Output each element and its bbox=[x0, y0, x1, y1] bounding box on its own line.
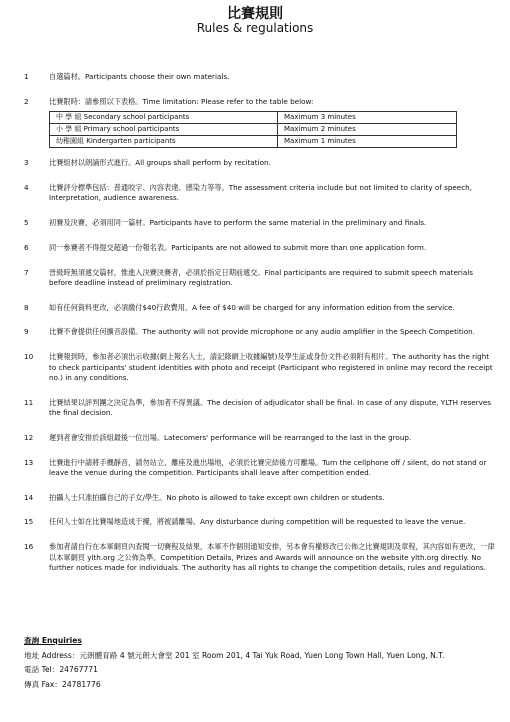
table-row bbox=[50, 112, 457, 124]
rule-body bbox=[49, 97, 498, 148]
rule-number: 4 bbox=[24, 182, 29, 192]
rule-item-9 bbox=[24, 327, 498, 337]
page-title-zh: 比賽規則 bbox=[227, 6, 283, 22]
rule-number: 2 bbox=[24, 96, 29, 106]
page-title-en: Rules & regulations bbox=[196, 21, 314, 35]
rule-text: 比賽報到時，參加者必須出示收據(網上報名人士，請記錄網上收據編號)及學生証或身份文件必須附有相片。The authority has the right to check participants' student identities with photo and receipt (Participant who registered in online may record the receipt no.) in any conditions. bbox=[49, 352, 493, 382]
rule-item-7 bbox=[24, 268, 498, 289]
enquiries-fax: 傳真 Fax：24781776 bbox=[24, 679, 101, 689]
rule-item-10 bbox=[24, 352, 498, 383]
rule-item-3 bbox=[24, 158, 498, 168]
rule-number: 11 bbox=[24, 397, 34, 407]
rule-text: 如有任何資料更改，必須繳付$40行政費用。A fee of $40 will be charged for any information edition from the service. bbox=[49, 302, 455, 312]
rules-list bbox=[24, 72, 498, 588]
enquiries-tel: 電話 Tel：24767771 bbox=[24, 665, 98, 674]
rule-item-4 bbox=[24, 183, 498, 204]
rule-item-16 bbox=[24, 542, 498, 573]
rule-number: 16 bbox=[24, 542, 34, 552]
rule-number: 7 bbox=[24, 267, 29, 277]
rule-item-1 bbox=[24, 72, 498, 82]
rule-number: 8 bbox=[24, 302, 29, 312]
rule-number: 10 bbox=[24, 352, 34, 362]
rule-text: 同一參賽者不得提交超過一份報名表。Participants are not allowed to submit more than one application form. bbox=[49, 242, 427, 252]
rule-item-5 bbox=[24, 218, 498, 228]
table-row bbox=[50, 136, 457, 148]
rule-number: 15 bbox=[24, 517, 34, 527]
enquiries-section bbox=[24, 634, 498, 692]
rule-text: 比賽結果以評判團之決定為準，參加者不得異議。The decision of adjudicator shall be final. In case of any dispute, YLTH reserves the final decision. bbox=[49, 397, 492, 417]
rule-number: 3 bbox=[24, 158, 29, 168]
table-row bbox=[50, 124, 457, 136]
table-cell-limit: Maximum 2 minutes bbox=[278, 124, 457, 136]
rule-text: 晉級時無須遞交篇材，惟進入決賽決賽者，必須於指定日期前遞交。Final participants are required to submit speech materials before deadline instead of preliminary registration. bbox=[49, 267, 473, 287]
rule-number: 5 bbox=[24, 217, 29, 227]
rule-item-6 bbox=[24, 243, 498, 253]
rule-text: 拍攝人士只准拍攝自己的子女/學生。No photo is allowed to take except own children or students. bbox=[49, 492, 385, 502]
table-cell-group: 中 學 組 Secondary school participants bbox=[50, 112, 278, 124]
rule-text: 自選篇材。Participants choose their own materials. bbox=[49, 72, 230, 81]
rule-number: 14 bbox=[24, 492, 34, 502]
rule-text: 遲到者會安排於該組最後一位出場。Latecomers' performance will be rearranged to the last in the group. bbox=[49, 432, 412, 442]
rule-number: 12 bbox=[24, 432, 34, 442]
rule-text: 任何人士如在比賽場地造成干擾，將被請離場。Any disturbance during competition will be requested to leave the venue. bbox=[49, 517, 466, 527]
rule-number: 13 bbox=[24, 457, 34, 467]
rule-text: 比賽評分標準包括：普通咬字、內容表達、感染力等等。The assessment criteria include but not limited to clarity of speech, Interpretation, audience awareness. bbox=[49, 182, 473, 203]
rule-item-8 bbox=[24, 303, 498, 313]
rule-item-13 bbox=[24, 458, 498, 479]
time-limit-table bbox=[49, 111, 457, 148]
rule-item-12 bbox=[24, 433, 498, 443]
rule-text: 初賽及決賽，必須用同一篇材。Participants have to perform the same material in the preliminary and finals. bbox=[49, 217, 427, 227]
rule-item-11 bbox=[24, 398, 498, 419]
enquiries-address: 地址 Address：元朗體育路 4 號元朗大會堂 201 室 Room 201, 4 Tai Yuk Road, Yuen Long Town Hall, Yuen Long, N.T. bbox=[24, 650, 445, 660]
rule-text: 比賽組材以朗誦形式進行。All groups shall perform by recitation. bbox=[49, 158, 271, 168]
rule-number: 1 bbox=[24, 72, 29, 81]
enquiries-title: 查詢 Enquiries bbox=[24, 636, 82, 645]
rule-item-14 bbox=[24, 493, 498, 503]
rule-number: 6 bbox=[24, 242, 29, 252]
rule-text: 比賽進行中請將手機靜音，請勿站立、離座及進出場地，必須於比賽完結後方可離場。Turn the cellphone off / silent, do not stand or leave the venue during the competition. Participants shall leave after competition ended. bbox=[49, 457, 487, 477]
rule-item-15 bbox=[24, 517, 498, 527]
rule-item-2 bbox=[24, 97, 498, 148]
rule-text: 比賽限時：請參照以下表格。Time limitation: Please refer to the table below: bbox=[49, 96, 314, 106]
rule-text: 比賽不會提供任何擴音設備。The authority will not provide microphone or any audio amplifier in the Speech Competition. bbox=[49, 327, 475, 337]
table-cell-group: 幼稚園組 Kindergarten participants bbox=[50, 136, 278, 148]
table-cell-limit: Maximum 1 minutes bbox=[278, 136, 457, 148]
table-cell-limit: Maximum 3 minutes bbox=[278, 112, 457, 124]
rule-number: 9 bbox=[24, 327, 29, 337]
rule-text: 參加者請自行在本軍網頁內查閱一切賽程及結果，本軍不作個別通知安排，另本會有權修改已公佈之比賽規則及章程，其內容如有更改，一律以本軍網頁 ylth.org 之公佈為準。Competition Details, Prizes and Awards will announce on the website ylth.org directly. No further notices made for individuals. The authority has all rights to change the competition details, rules and regulations. bbox=[49, 542, 495, 572]
table-cell-group: 小 學 組 Primary school participants bbox=[50, 124, 278, 136]
